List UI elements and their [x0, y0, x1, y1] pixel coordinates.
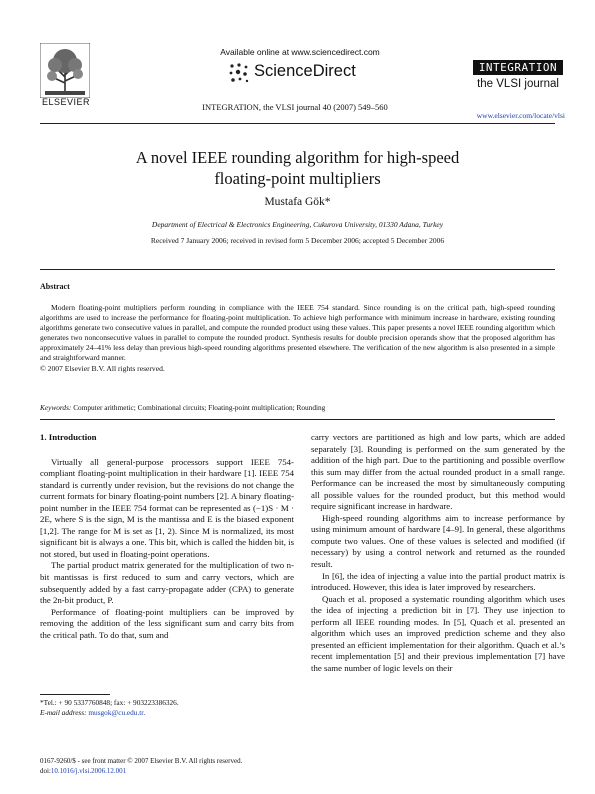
doi-link[interactable]: 10.1016/j.vlsi.2006.12.001	[50, 767, 127, 775]
email-link[interactable]: musgok@cu.edu.tr.	[88, 708, 146, 717]
abstract-bottom-rule	[40, 419, 555, 420]
body-column-left	[40, 432, 294, 641]
front-matter	[40, 756, 340, 776]
sciencedirect-dots-icon	[228, 62, 250, 84]
author-footnote	[40, 698, 294, 718]
title-line-1: A novel IEEE rounding algorithm for high-speed	[135, 148, 460, 167]
email-label: E-mail address:	[40, 708, 87, 717]
section-heading: 1. Introduction	[40, 432, 97, 442]
publisher-name: ELSEVIER	[41, 97, 91, 107]
doi-label: doi:	[40, 767, 51, 775]
footnote-contact: *Tel.: + 90 5337760848; fax: + 903223386326.	[40, 698, 179, 707]
keywords-line	[40, 403, 555, 412]
header-rule	[40, 123, 555, 124]
front-matter-copyright: 0167-9260/$ - see front matter © 2007 Elsevier B.V. All rights reserved.	[40, 757, 243, 765]
abstract-body	[40, 303, 555, 374]
paragraph: The partial product matrix generated for the multiplication of two n-bit mantissas is first reduced to sum and carry vectors, which are subsequently added by a fast carry-propagate adder (CPA) to generate the 2n-bit product, P.	[40, 560, 294, 606]
abstract-top-rule	[40, 269, 555, 270]
article-dates: Received 7 January 2006; received in revised form 5 December 2006; accepted 5 December 2006	[150, 236, 445, 245]
author-affiliation: Department of Electrical & Electronics Engineering, Cukurova University, 01330 Adana, Turkey	[151, 220, 444, 229]
footnote-email-line	[40, 708, 294, 718]
body-column-right	[311, 432, 565, 674]
keywords-label: Keywords:	[40, 403, 72, 412]
journal-citation: INTEGRATION, the VLSI journal 40 (2007) 549–560	[202, 102, 388, 112]
paragraph: Performance of floating-point multipliers can be improved by removing the addition of the less significant sum and carry bits from the critical path. To do that, sum and	[40, 606, 294, 640]
abstract-copyright: © 2007 Elsevier B.V. All rights reserved.	[40, 363, 165, 373]
sciencedirect-name: ScienceDirect	[254, 62, 356, 80]
integration-logo-line1: INTEGRATION	[473, 60, 563, 75]
author-name: Mustafa Gök*	[264, 196, 331, 208]
abstract-heading: Abstract	[40, 282, 70, 291]
integration-logo-line2: the VLSI journal	[477, 78, 559, 90]
title-line-2: floating-point multipliers	[214, 169, 381, 188]
keywords-list: Computer arithmetic; Combinational circuits; Floating-point multiplication; Rounding	[73, 403, 326, 412]
abstract-text: Modern floating-point multipliers perform rounding in compliance with the IEEE 754 standard. Since rounding is on the critical path, high-speed rounding algorithms are used to increase the performance for floating-point multiplication. To achieve high performance with minimum increase in hardware, existing rounding algorithms generate two consecutive values in parallel, and compute the rounded product using these values. This paper presents a novel IEEE rounding algorithm which generates two nonconsecutive values in parallel to compute the rounded product. Synthesis results for double precision operands show that the proposed algorithm has approximately 24–41% less delay than previous high-speed rounding algorithms presented elsewhere. The verification of the new algorithm is also presented in a simple and straightforward manner.	[40, 303, 555, 363]
paragraph: High-speed rounding algorithms aim to increase performance by using minimum amount of hardware [4–9]. In general, these algorithms compute two values. One of these values is selected and modified (if necessary) by using a control network and returned as the rounded result.	[311, 512, 565, 570]
elsevier-tree-logo	[40, 43, 90, 98]
footnote-rule	[40, 694, 110, 695]
paragraph: Virtually all general-purpose processors support IEEE 754-compliant floating-point multiplication in their hardware [1]. IEEE 754 standard is currently under revision, but the revisions do not change the current formats for binary floating-point numbers [2]. A binary floating-point number in the IEEE 754 format can be represented as (−1)S · M · 2E, where S is the sign, M is the mantissa and E is the biased exponent [1,2]. The range for M is set as [1, 2). Since M is normalized, its most significant bit is always a one. This bit, which is called the hidden bit, is not stored, but used in floating-point operations.	[40, 456, 294, 559]
paragraph: In [6], the idea of injecting a value into the partial product matrix is introduced. However, this idea is later improved by researchers.	[311, 570, 565, 593]
integration-journal-logo	[473, 60, 563, 96]
journal-url-link[interactable]: www.elsevier.com/locate/vlsi	[476, 111, 565, 120]
article-title	[60, 147, 535, 189]
sciencedirect-logo	[228, 60, 398, 84]
doi-line	[40, 766, 340, 776]
available-online-text: Available online at www.sciencedirect.com	[220, 47, 380, 57]
paragraph: carry vectors are partitioned as high and low parts, which are added separately [3]. Rounding is performed on the sum generated by the addition of the high part. Due to the partitioning and possible overflow this sum may differ from the actual rounded product in a small range. Performance can be increased the most by simultaneously computing all possible values for the rounded product, but this method would require significant increase in hardware.	[311, 432, 565, 512]
paragraph: Quach et al. proposed a systematic rounding algorithm which uses the idea of injecting a prediction bit in [7]. They use injection to perform all IEEE rounding modes. In [5], Quach et al. presented an algorithm which uses an improved prediction scheme and they also presented an efficient implementation for their algorithm. Quach et al.’s recent implementation [5] and their previous implementation [7] have the same number of logic levels on their	[311, 593, 565, 673]
